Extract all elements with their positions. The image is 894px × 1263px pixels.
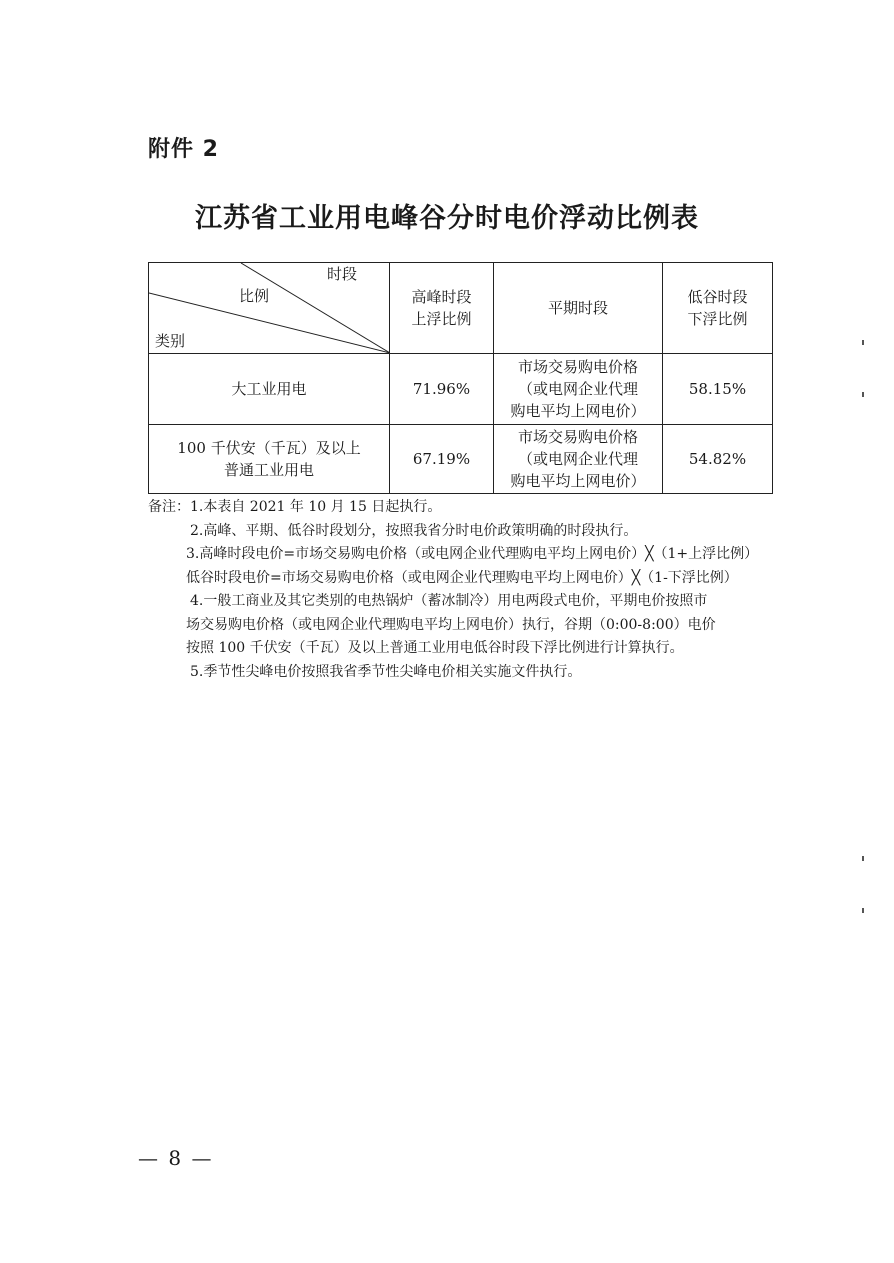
scan-mark <box>862 340 864 345</box>
flat-text: 市场交易购电价格 <box>517 358 638 376</box>
note-line: 5.季节性尖峰电价按照我省季节性尖峰电价相关实施文件执行。 <box>190 663 582 680</box>
document-title: 江苏省工业用电峰谷分时电价浮动比例表 <box>195 203 699 234</box>
header-category-label: 类别 <box>155 332 186 350</box>
table-header-row <box>149 263 773 354</box>
flat-value-cell <box>494 425 663 494</box>
note-line: 低谷时段电价=市场交易购电价格（或电网企业代理购电平均上网电价）╳（1-下浮比例） <box>186 569 738 586</box>
peak-value-cell: 67.19% <box>390 425 494 494</box>
flat-text: 购电平均上网电价） <box>510 402 646 420</box>
flat-text: 市场交易购电价格 <box>517 428 638 446</box>
header-valley <box>663 263 773 354</box>
header-peak-line: 上浮比例 <box>411 310 472 328</box>
header-peak-line: 高峰时段 <box>411 288 472 306</box>
category-cell <box>149 354 390 425</box>
header-valley-line: 低谷时段 <box>687 288 748 306</box>
rate-table <box>148 262 773 494</box>
category-text: 大工业用电 <box>231 380 307 398</box>
note-line: 场交易购电价格（或电网企业代理购电平均上网电价）执行，谷期（0:00-8:00）电价 <box>186 616 716 633</box>
flat-text: （或电网企业代理 <box>517 380 638 398</box>
valley-value-cell: 54.82% <box>663 425 773 494</box>
peak-value-cell: 71.96% <box>390 354 494 425</box>
page-number: — 8 — <box>138 1146 214 1170</box>
table-row <box>149 354 773 425</box>
note-line: 按照 100 千伏安（千瓦）及以上普通工业用电低谷时段下浮比例进行计算执行。 <box>186 640 684 656</box>
note-line: 3.高峰时段电价=市场交易购电价格（或电网企业代理购电平均上网电价）╳（1+上浮比例） <box>186 546 759 562</box>
notes-section <box>148 496 778 684</box>
valley-value-cell: 58.15% <box>663 354 773 425</box>
category-text: 普通工业用电 <box>223 461 314 479</box>
scan-mark <box>862 856 864 861</box>
note-line: 备注：1.本表自 2021 年 10 月 15 日起执行。 <box>148 499 442 515</box>
attachment-label: 附件 2 <box>148 137 219 162</box>
table-row <box>149 425 773 494</box>
category-text: 100 千伏安（千瓦）及以上 <box>177 439 361 457</box>
header-ratio-label: 比例 <box>239 287 270 305</box>
header-flat-line: 平期时段 <box>547 299 608 317</box>
header-time-label: 时段 <box>327 265 358 283</box>
category-cell <box>149 425 390 494</box>
flat-text: 购电平均上网电价） <box>510 472 646 490</box>
diagonal-header-cell <box>149 263 390 354</box>
header-flat <box>494 263 663 354</box>
scan-mark <box>862 908 864 913</box>
header-peak <box>390 263 494 354</box>
flat-value-cell <box>494 354 663 425</box>
scan-mark <box>862 392 864 397</box>
note-line: 4.一般工商业及其它类别的电热锅炉（蓄冰制冷）用电两段式电价，平期电价按照市 <box>190 593 708 609</box>
header-valley-line: 下浮比例 <box>687 310 748 328</box>
note-line: 2.高峰、平期、低谷时段划分，按照我省分时电价政策明确的时段执行。 <box>190 522 638 539</box>
flat-text: （或电网企业代理 <box>517 450 638 468</box>
